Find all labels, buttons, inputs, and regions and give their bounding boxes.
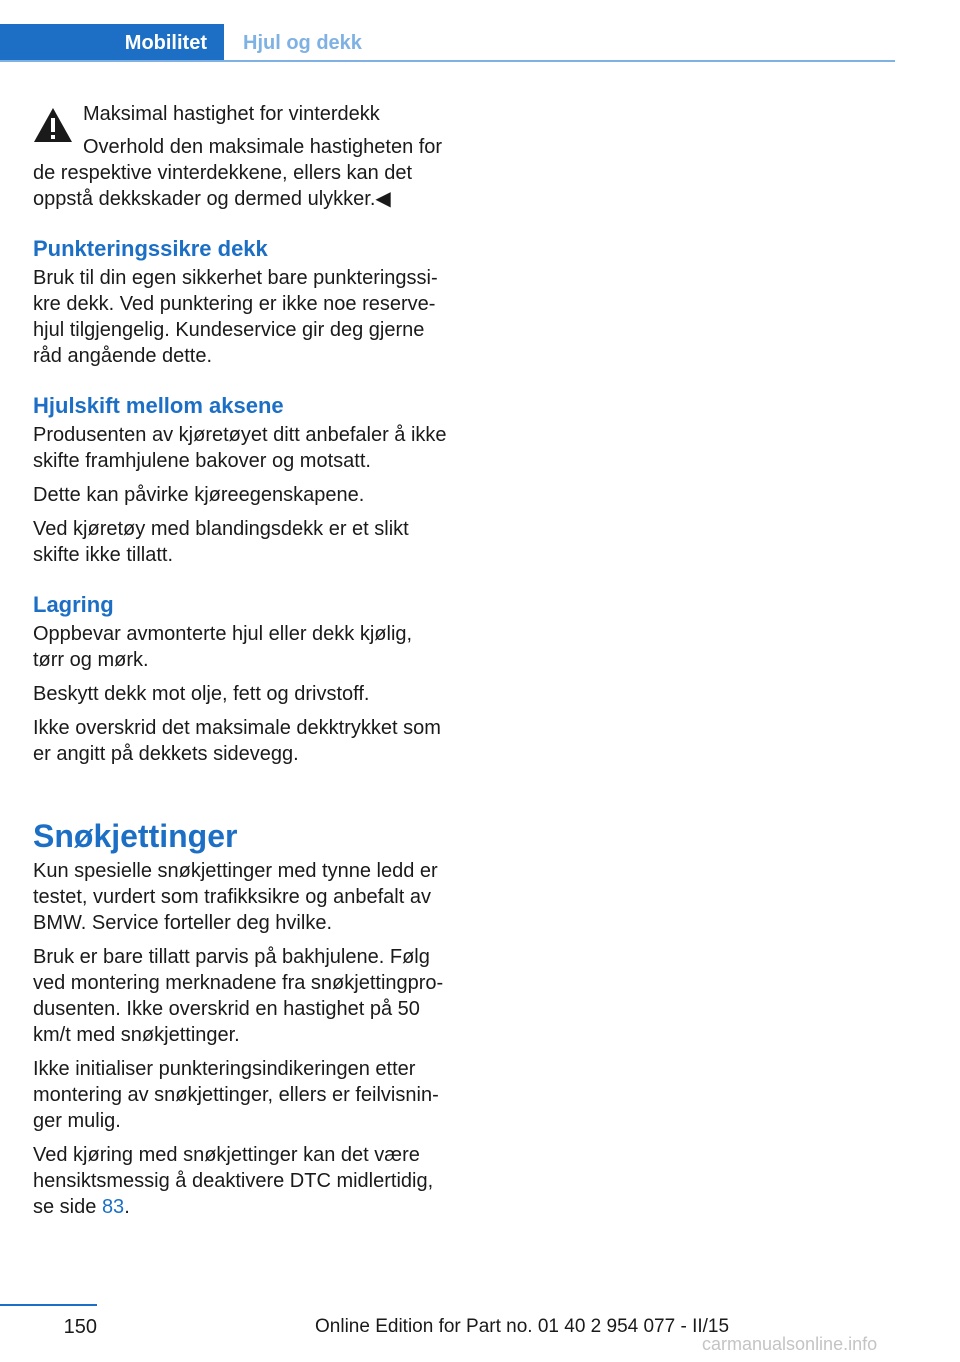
page-number: 150 [63, 1316, 97, 1338]
paragraph-with-page-link [33, 1142, 448, 1220]
paragraph: Bruk er bare tillatt parvis på bakhjulene. Følg ved montering merknadene fra snøkjettingprodusenten. Ikke overskrid en hastighet på 50 km/t med snøkjettinger. [33, 946, 444, 1046]
heading-punkteringssikre-dekk: Punkteringssikre dekk [33, 236, 268, 261]
warning-box [33, 101, 448, 212]
paragraph: Beskytt dekk mot olje, fett og drivstoff. [33, 683, 370, 705]
paragraph: Ved kjøretøy med blandingsdekk er et slikt skifte ikke tillatt. [33, 518, 409, 566]
heading-snokjettinger: Snøkjettinger [33, 818, 238, 854]
warning-title: Maksimal hastighet for vinterdekk [83, 103, 380, 125]
paragraph-text: Ved kjøring med snøkjettinger kan det være hensiktsmessig å deaktivere DTC midlertidig, se side [33, 1144, 434, 1218]
paragraph: Dette kan påvirke kjøreegenskapene. [33, 484, 365, 506]
header-divider [0, 60, 895, 62]
paragraph: Ikke initialiser punkteringsindikeringen etter montering av snøkjettinger, ellers er feilvisninger mulig. [33, 1058, 439, 1132]
edition-note: Online Edition for Part no. 01 40 2 954 077 - II/15 [315, 1316, 730, 1337]
heading-lagring: Lagring [33, 592, 114, 617]
paragraph: Kun spesielle snøkjettinger med tynne ledd er testet, vurdert som trafikksikre og anbefalt av BMW. Service forteller deg hvilke. [33, 860, 438, 934]
warning-text: Overhold den maksimale hastigheten for de respektive vinterdekkene, ellers kan det oppstå dekkskader og dermed ulykker.◀ [33, 136, 443, 210]
page-header [0, 0, 960, 64]
main-content [33, 101, 448, 1228]
page-reference-link[interactable]: 83 [101, 1196, 125, 1218]
watermark: carmanualsonline.info [702, 1334, 878, 1354]
warning-triangle-icon [33, 107, 73, 143]
paragraph: Ikke overskrid det maksimale dekktrykket som er angitt på dekkets sidevegg. [33, 717, 441, 765]
paragraph: Oppbevar avmonterte hjul eller dekk kjølig, tørr og mørk. [33, 623, 413, 671]
paragraph: Produsenten av kjøretøyet ditt anbefaler å ikke skifte framhjulene bakover og motsatt. [33, 424, 447, 472]
paragraph: Bruk til din egen sikkerhet bare punkteringssikre dekk. Ved punktering er ikke noe reservehjul tilgjengelig. Kundeservice gir deg gjerne råd angående dette. [33, 267, 438, 367]
section-tab: Mobilitet [0, 24, 224, 62]
footer-divider [0, 1304, 97, 1306]
chapter-tab: Hjul og dekk [243, 31, 362, 54]
heading-hjulskift: Hjulskift mellom aksene [33, 393, 284, 418]
paragraph-end: . [124, 1196, 130, 1218]
